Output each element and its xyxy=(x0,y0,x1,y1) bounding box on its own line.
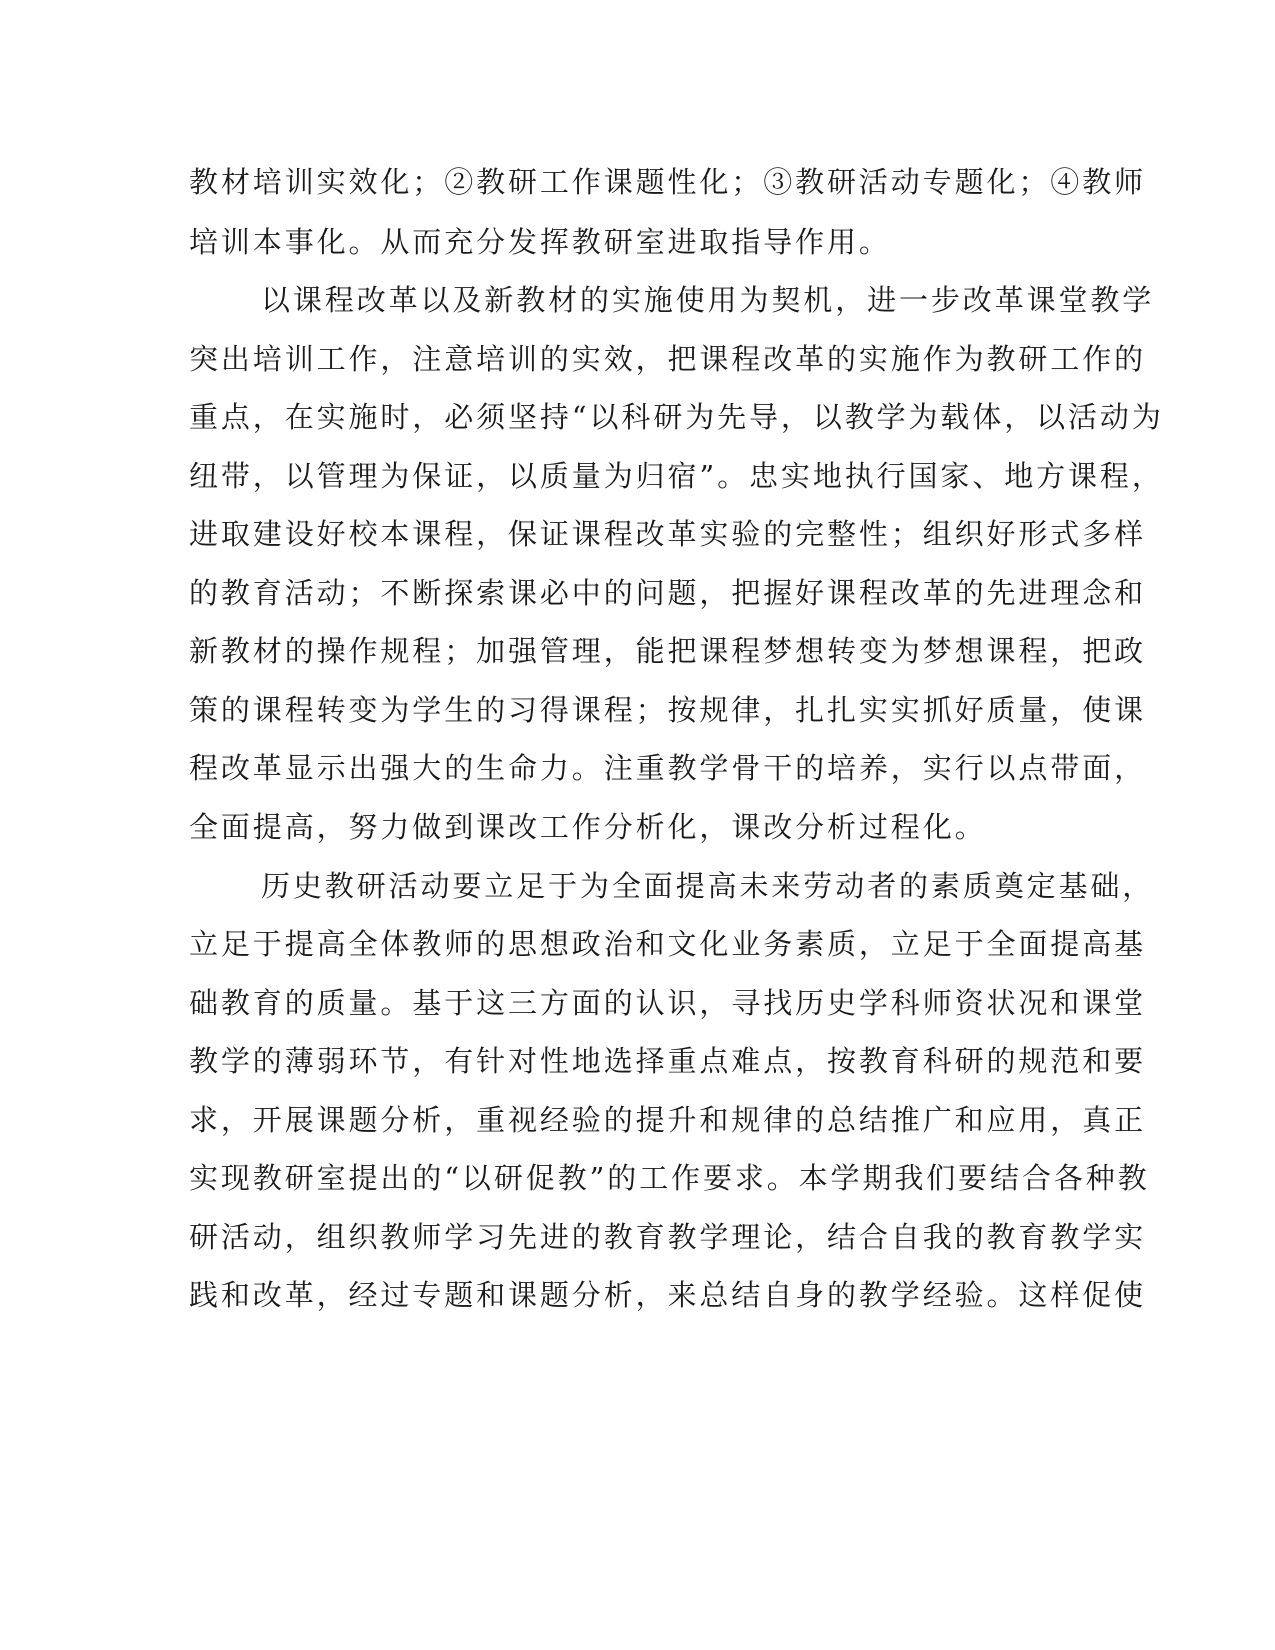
paragraph-2-line-2: 突出培训工作，注意培训的实效，把课程改革的实施作为教研工作的 xyxy=(189,342,1147,376)
paragraph-3-line-7: 研活动，组织教师学习先进的教育教学理论，结合自我的教育教学实 xyxy=(189,1220,1147,1254)
paragraph-2-line-1: 以课程改革以及新教材的实施使用为契机，进一步改革课堂教学 xyxy=(261,283,1155,317)
paragraph-2-line-10: 全面提高，努力做到课改工作分析化，课改分析过程化。 xyxy=(189,810,987,844)
paragraph-3-line-2: 立足于提高全体教师的思想政治和文化业务素质，立足于全面提高基 xyxy=(189,927,1147,961)
paragraph-2-line-4: 纽带，以管理为保证，以质量为归宿”。忠实地执行国家、地方课程， xyxy=(189,459,1164,493)
paragraph-2-line-9: 程改革显示出强大的生命力。注重教学骨干的培养，实行以点带面， xyxy=(189,751,1147,785)
paragraph-2-line-7: 新教材的操作规程；加强管理，能把课程梦想转变为梦想课程，把政 xyxy=(189,634,1147,668)
paragraph-3-line-1: 历史教研活动要立足于为全面提高未来劳动者的素质奠定基础， xyxy=(261,869,1155,903)
paragraph-2-line-5: 进取建设好校本课程，保证课程改革实验的完整性；组织好形式多样 xyxy=(189,517,1147,551)
paragraph-3-line-8: 践和改革，经过专题和课题分析，来总结自身的教学经验。这样促使 xyxy=(189,1278,1147,1312)
paragraph-2-line-3: 重点，在实施时，必须坚持“以科研为先导，以教学为载体，以活动为 xyxy=(189,400,1164,434)
paragraph-1-line-2: 培训本事化。从而充分发挥教研室进取指导作用。 xyxy=(189,225,891,259)
paragraph-1-line-1: 教材培训实效化；②教研工作课题性化；③教研活动专题化；④教师 xyxy=(189,165,1147,199)
paragraph-3-line-3: 础教育的质量。基于这三方面的认识，寻找历史学科师资状况和课堂 xyxy=(189,986,1147,1020)
paragraph-3-line-6: 实现教研室提出的“以研促教”的工作要求。本学期我们要结合各种教 xyxy=(189,1161,1150,1195)
paragraph-3-line-4: 教学的薄弱环节，有针对性地选择重点难点，按教育科研的规范和要 xyxy=(189,1044,1147,1078)
paragraph-2-line-6: 的教育活动；不断探索课必中的问题，把握好课程改革的先进理念和 xyxy=(189,576,1147,610)
paragraph-3-line-5: 求，开展课题分析，重视经验的提升和规律的总结推广和应用，真正 xyxy=(189,1103,1147,1137)
paragraph-2-line-8: 策的课程转变为学生的习得课程；按规律，扎扎实实抓好质量，使课 xyxy=(189,693,1147,727)
